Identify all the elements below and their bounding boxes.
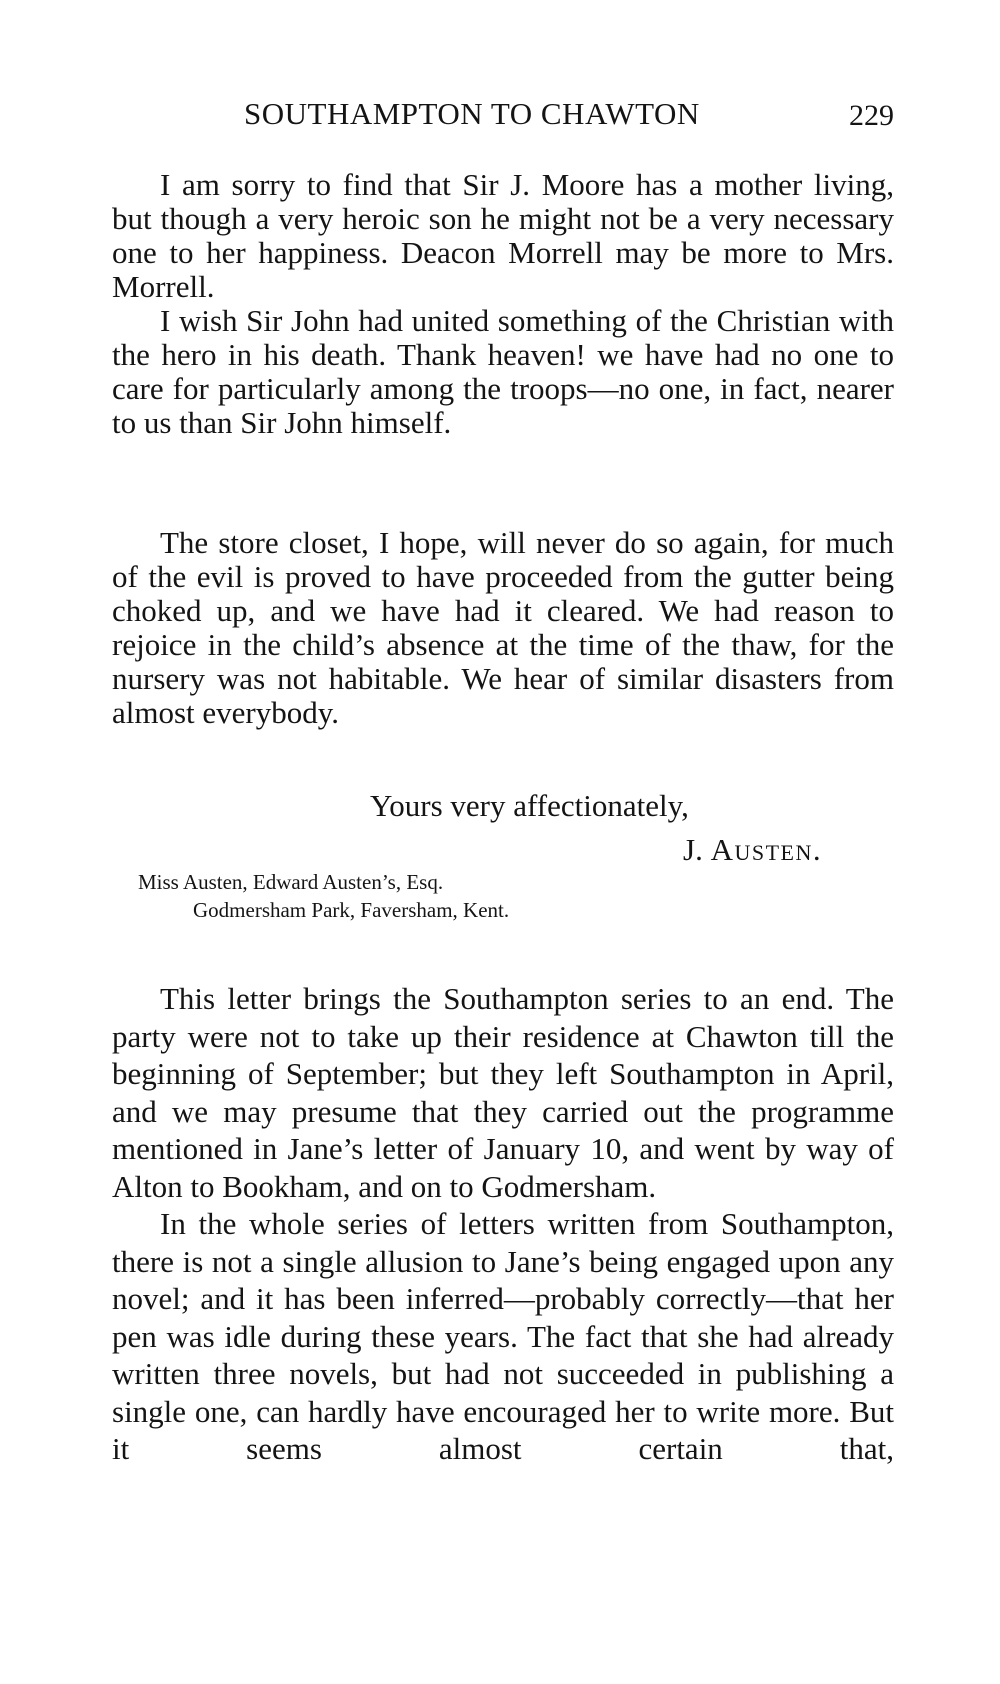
letter-closing: Yours very affectionately,	[370, 788, 689, 823]
letter-paragraph: The store closet, I hope, will never do so again, for much of the evil is proved to have proceeded from the gutter being choked up, and we have had it cleared. We had reason to rejoice in the child’s absence at the time of the thaw, for the nursery was not habitable. We hear of similar disasters from almost everybody.	[112, 525, 894, 730]
address-line: Godmersham Park, Faversham, Kent.	[193, 898, 510, 922]
commentary-paragraph: In the whole series of letters written from Southampton, there is not a single allusion to Jane’s being engaged upon any novel; and it has been inferred—probably correctly—that her pen was idle during these years. The fact that she had already written three novels, but had not succeeded in publishing a single one, can hardly have encouraged her to write more. But it seems almost certain that,	[112, 1206, 894, 1466]
commentary-text	[112, 980, 894, 1468]
signature-name: Austen.	[710, 832, 823, 867]
running-head	[112, 96, 894, 136]
address-line: Miss Austen, Edward Austen’s, Esq.	[138, 870, 444, 894]
page-number: 229	[849, 99, 894, 132]
commentary-paragraph: This letter brings the Southampton series to an end. The party were not to take up their residence at Chawton till the beginning of September; but they left Southampton in April, and we may presume that they carried out the programme mentioned in Jane’s letter of January 10, and went by way of Alton to Bookham, and on to Godmersham.	[112, 981, 894, 1204]
letter-paragraph: I wish Sir John had united something of the Christian with the hero in his death. Thank heaven! we have had no one to care for particularly among the troops—no one, in fact, nearer to us than Sir John himself.	[112, 303, 894, 440]
signature-initial: J.	[683, 832, 703, 867]
letter-text-upper	[112, 168, 894, 440]
running-title: SOUTHAMPTON TO CHAWTON	[244, 96, 700, 131]
letter-paragraph: I am sorry to find that Sir J. Moore has a mother living, but though a very heroic son he might not be a very necessary one to her happiness. Deacon Morrell may be more to Mrs. Morrell.	[112, 167, 894, 304]
letter-text-lower	[112, 526, 894, 730]
letter-signature	[683, 832, 822, 868]
